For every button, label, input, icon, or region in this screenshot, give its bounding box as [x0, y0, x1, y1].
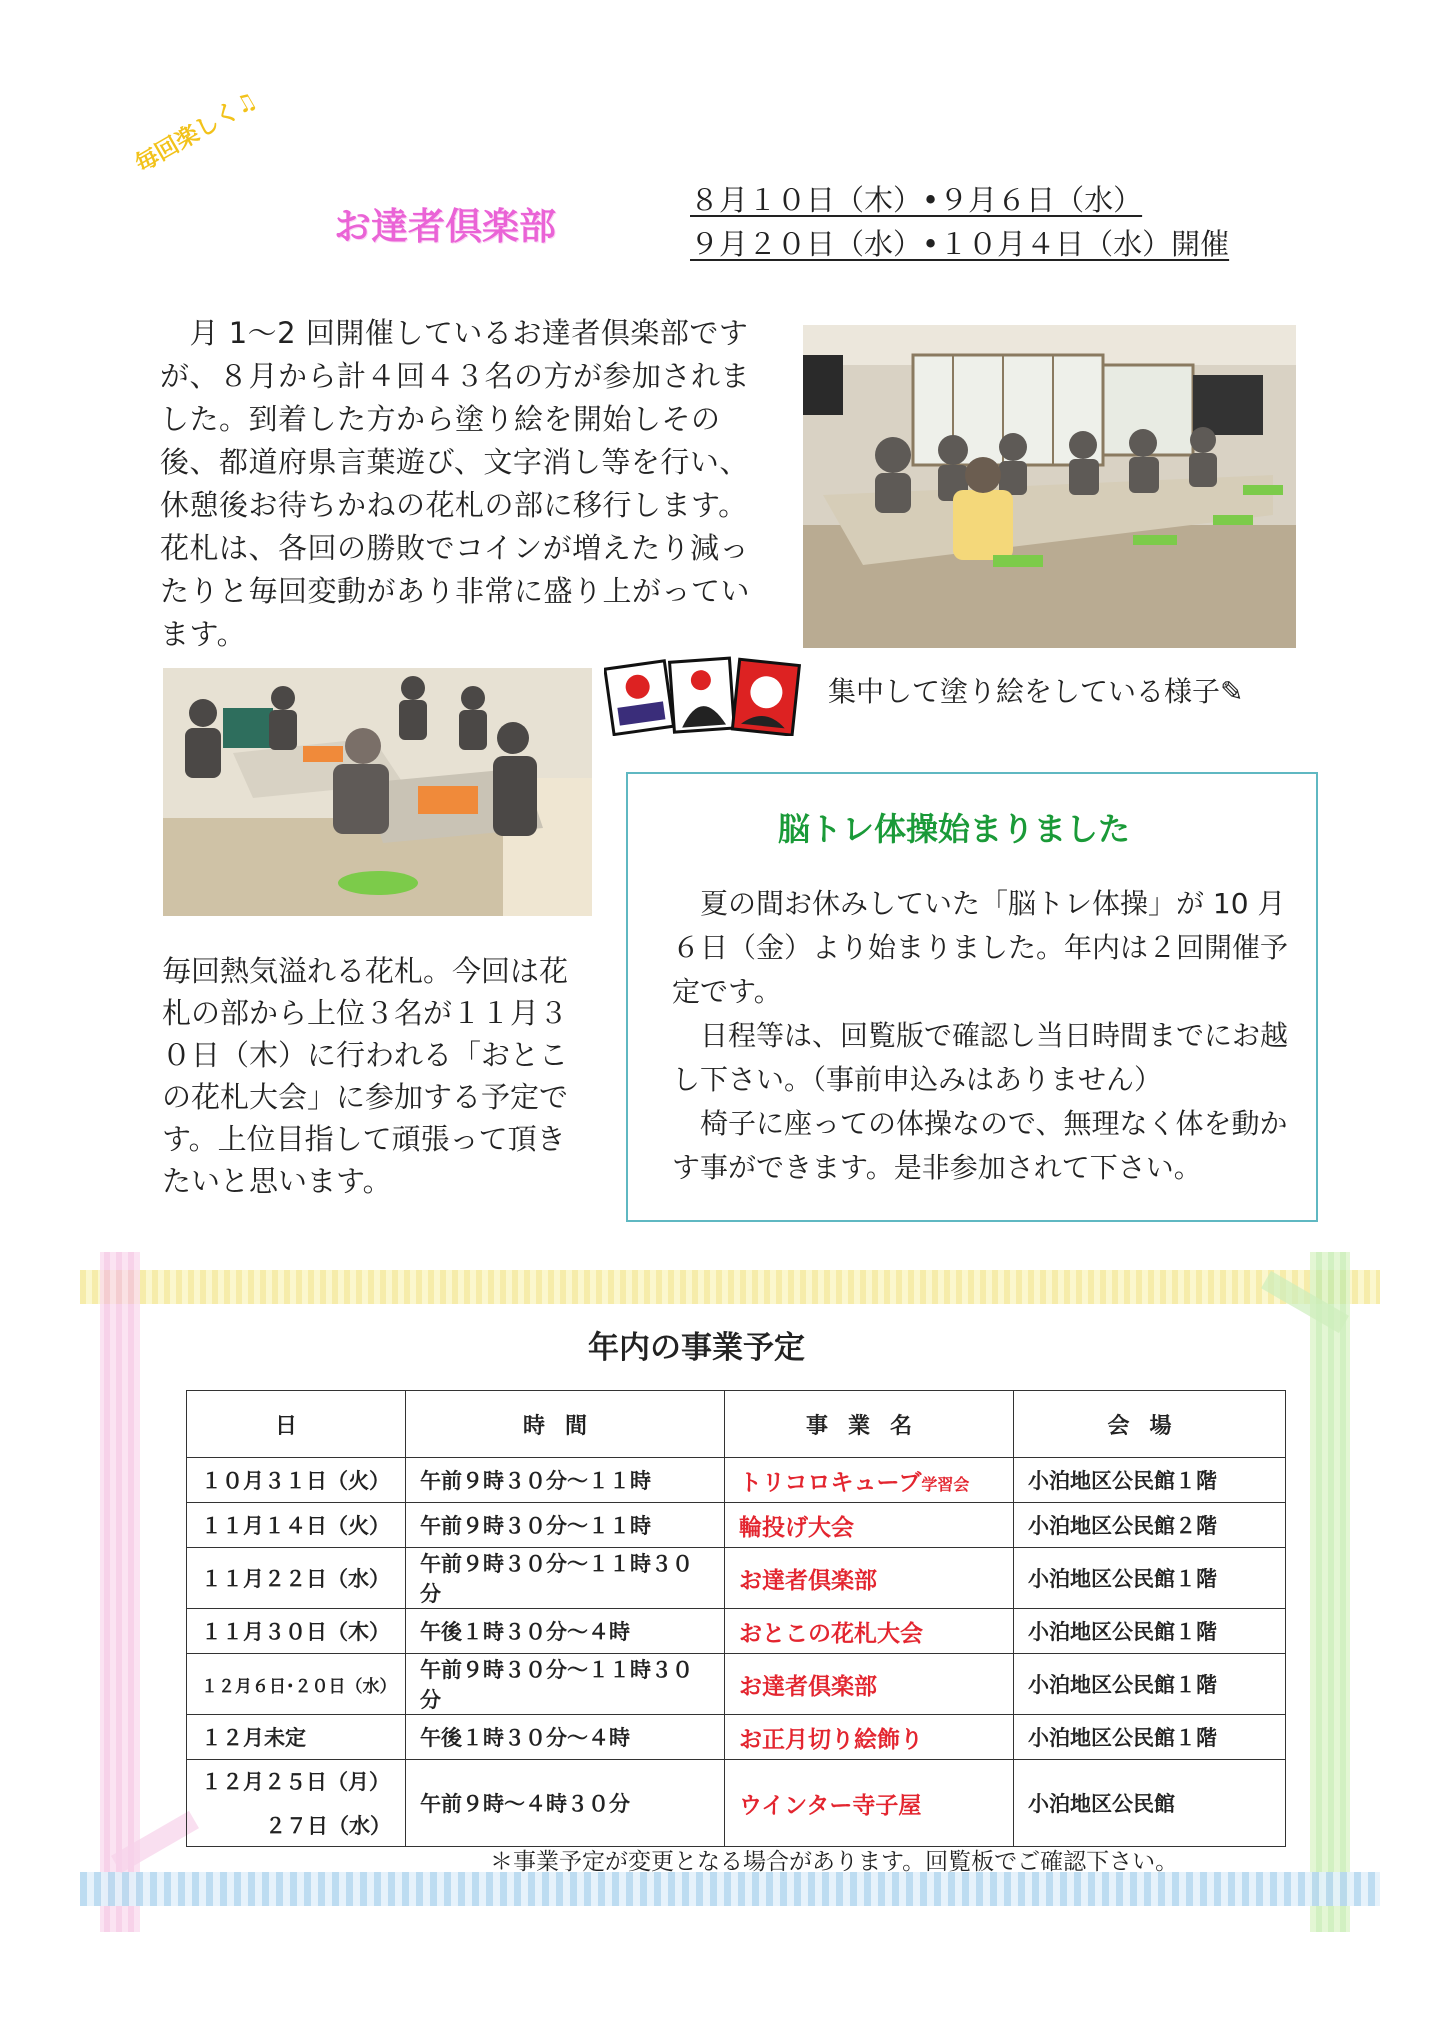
row-time: 午前９時３０分～１１時 — [406, 1503, 725, 1548]
row-event: お達者倶楽部 — [725, 1548, 1014, 1609]
event-name: トリコロキューブ — [739, 1469, 922, 1496]
row-time: 午前９時３０分～１１時３０分 — [406, 1654, 725, 1715]
row-date-line-1: １２月２５日（月） — [201, 1770, 390, 1794]
header-time: 時間 — [406, 1391, 725, 1458]
hanafuda-cards-illustration — [604, 656, 804, 736]
row-date: １１月３０日（木） — [187, 1609, 406, 1654]
row-event: ウインター寺子屋 — [725, 1760, 1014, 1847]
table-row — [187, 1503, 1286, 1548]
table-row — [187, 1609, 1286, 1654]
table-row — [187, 1548, 1286, 1609]
row-venue: 小泊地区公民館１階 — [1014, 1654, 1286, 1715]
row-venue: 小泊地区公民館１階 — [1014, 1715, 1286, 1760]
table-row — [187, 1760, 1286, 1847]
event-sub: 学習会 — [921, 1474, 970, 1494]
row-event: お正月切り絵飾り — [725, 1715, 1014, 1760]
row-time: 午前９時３０分～１１時 — [406, 1458, 725, 1503]
hanafuda-photo — [163, 668, 592, 916]
row-event: 輪投げ大会 — [725, 1503, 1014, 1548]
tagline: 毎回楽しく♫ — [131, 87, 262, 178]
row-venue: 小泊地区公民館 — [1014, 1760, 1286, 1847]
hanafuda-paragraph: 毎回熱気溢れる花札。今回は花札の部から上位３名が１１月３０日（木）に行われる「おとこの花札大会」に参加する予定です。上位目指して頑張って頂きたいと思います。 — [162, 954, 569, 1198]
row-time: 午後１時３０分～４時 — [406, 1715, 725, 1760]
row-venue: 小泊地区公民館２階 — [1014, 1503, 1286, 1548]
coloring-photo-caption: 集中して塗り絵をしている様子✎ — [828, 675, 1244, 708]
header-event: 事業名 — [725, 1391, 1014, 1458]
brain-training-text — [672, 882, 1292, 1190]
row-date — [187, 1760, 406, 1847]
row-time: 午前９時～４時３０分 — [406, 1760, 725, 1847]
row-event — [725, 1458, 1014, 1503]
row-event: おとこの花札大会 — [725, 1609, 1014, 1654]
schedule-table — [186, 1390, 1286, 1847]
row-date: １１月１４日（火） — [187, 1503, 406, 1548]
row-venue: 小泊地区公民館１階 — [1014, 1458, 1286, 1503]
dates-line-1: ８月１０日（木）•９月６日（水） — [690, 183, 1143, 217]
row-time: 午前９時３０分～１１時３０分 — [406, 1548, 725, 1609]
row-venue: 小泊地区公民館１階 — [1014, 1609, 1286, 1654]
table-row — [187, 1654, 1286, 1715]
intro-paragraph: 月 1～2 回開催しているお達者倶楽部ですが、８月から計４回４３名の方が参加されました。到着した方から塗り絵を開始しその後、都道府県言葉遊び、文字消し等を行い、休憩後お待ちかねの花札の部に移行します。花札は、各回の勝敗でコインが増えたり減ったりと毎回変動があり非常に盛り上がっています。 — [160, 316, 751, 651]
brain-training-title: 脳トレ体操始まりました — [778, 810, 1131, 848]
row-event: お達者倶楽部 — [725, 1654, 1014, 1715]
row-date: １１月２２日（水） — [187, 1548, 406, 1609]
coloring-photo — [803, 325, 1296, 648]
row-date: １２月６日･２０日（水） — [187, 1654, 406, 1715]
dates-line-2: ９月２０日（水）•１０月４日（水）開催 — [690, 227, 1230, 261]
schedule-title: 年内の事業予定 — [588, 1330, 805, 1366]
row-date-line-2: ２７日（水） — [265, 1814, 391, 1838]
table-row — [187, 1458, 1286, 1503]
row-date: １０月３１日（火） — [187, 1458, 406, 1503]
header-date: 日 — [187, 1391, 406, 1458]
table-row — [187, 1715, 1286, 1760]
brain-training-paragraph-2: 日程等は、回覧版で確認し当日時間までにお越し下さい。（事前申込みはありません） — [672, 1019, 1289, 1096]
brain-training-paragraph-1: 夏の間お休みしていた「脳トレ体操」が 10 月６日（金）より始まりました。年内は２回開催予定です。 — [672, 887, 1289, 1008]
brain-training-paragraph-3: 椅子に座っての体操なので、無理なく体を動かす事ができます。是非参加されて下さい。 — [672, 1107, 1288, 1184]
event-dates — [690, 178, 1229, 266]
schedule-note: ＊事業予定が変更となる場合があります。回覧板でご確認下さい。 — [490, 1849, 1179, 1875]
schedule-header-row — [187, 1391, 1286, 1458]
brain-training-box — [626, 772, 1318, 1222]
row-venue: 小泊地区公民館１階 — [1014, 1548, 1286, 1609]
club-title: お達者倶楽部 — [334, 205, 556, 248]
row-date: １２月未定 — [187, 1715, 406, 1760]
row-time: 午後１時３０分～４時 — [406, 1609, 725, 1654]
header-venue: 会場 — [1014, 1391, 1286, 1458]
